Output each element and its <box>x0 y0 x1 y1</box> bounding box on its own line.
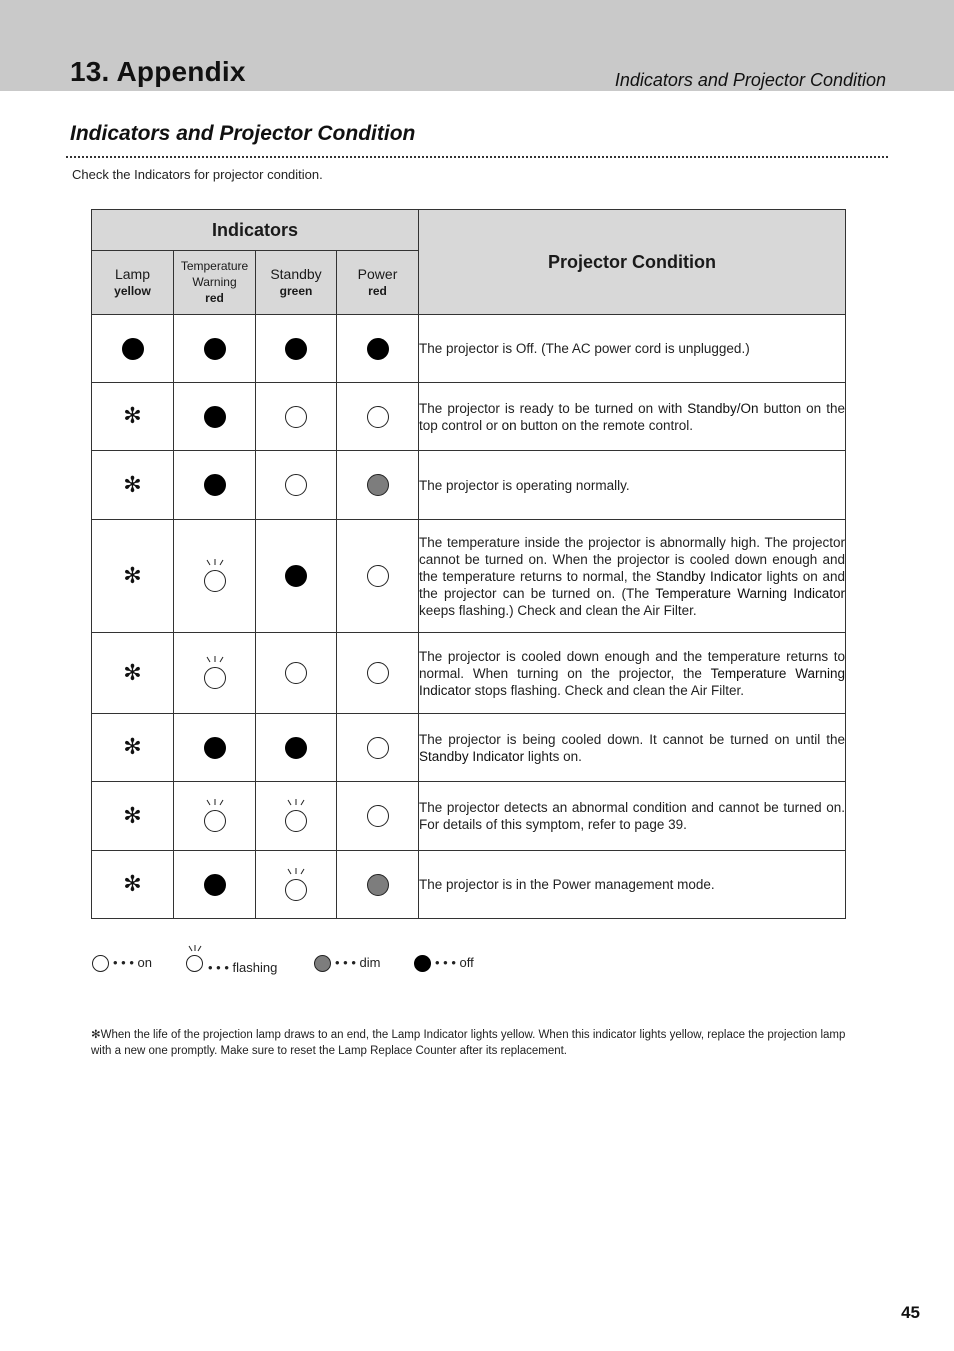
text-run: stops flashing. Check and clean the Air Filter. <box>470 682 744 698</box>
emphasis-text: Standby/On <box>687 400 759 416</box>
text-run: lights on and the projector can be turned on. (The <box>419 568 845 601</box>
table-row <box>92 451 846 520</box>
led-off-icon <box>285 338 307 360</box>
emphasis-text: Lamp Indicator <box>391 1029 468 1041</box>
legend-flashing-label: • • • flashing <box>208 960 278 976</box>
led-flashing-icon <box>186 945 204 973</box>
asterisk-icon: ✻ <box>123 872 142 897</box>
emphasis-text: Lamp Replace Counter <box>338 1045 457 1057</box>
emphasis-text: Standby Indicator <box>655 568 762 584</box>
indicator-cell <box>92 520 174 633</box>
led-off-icon <box>414 955 431 972</box>
legend-on-label: • • • on <box>113 955 152 970</box>
indicator-cell <box>92 851 174 919</box>
section-divider <box>66 156 888 158</box>
led-dim-icon <box>367 874 389 896</box>
indicator-cell <box>174 451 256 520</box>
indicator-cell <box>256 451 337 520</box>
led-on-icon <box>367 805 389 827</box>
text-run: after its replacement. <box>456 1045 567 1057</box>
emphasis-text: Temperature Warning Indicator <box>655 585 845 601</box>
section-title: Indicators and Projector Condition <box>70 122 416 145</box>
legend-dim <box>314 955 380 972</box>
asterisk-icon: ✻ <box>123 803 142 829</box>
indicator-cell <box>256 315 337 383</box>
led-flashing-icon <box>284 798 308 834</box>
asterisk-icon: ✻ <box>123 404 142 429</box>
table-row <box>92 633 846 714</box>
led-flashing-icon <box>203 655 227 691</box>
text-run: The projector is Off. (The AC power cord is unplugged.) <box>419 341 750 356</box>
text-run: The projector detects an abnormal condition and cannot be turned on. For details of this symptom, refer to page 39. <box>419 800 845 832</box>
condition-cell <box>419 451 846 520</box>
indicator-cell <box>337 451 419 520</box>
condition-cell <box>419 315 846 383</box>
led-dim-icon <box>314 955 331 972</box>
led-flashing-icon <box>203 558 227 594</box>
indicator-cell <box>256 633 337 714</box>
indicator-cell <box>256 782 337 851</box>
indicator-cell <box>256 851 337 919</box>
table-row <box>92 520 846 633</box>
led-off-icon <box>122 338 144 360</box>
lamp-footnote <box>91 1026 846 1059</box>
legend-on <box>92 955 152 972</box>
column-name: Standby <box>270 265 322 282</box>
table-row <box>92 851 846 919</box>
led-on-icon <box>367 406 389 428</box>
text-run: lights yellow. When this indicator lights yellow, replace the projection lamp with a new one promptly. Make sure to reset the <box>91 1029 846 1057</box>
text-run: The projector is operating normally. <box>419 477 630 493</box>
text-run: The projector is ready to be turned on with <box>419 400 688 416</box>
emphasis-text: Standby Indicator <box>419 748 525 764</box>
text-run: When the life of the projection lamp draws to an end, the <box>100 1029 392 1041</box>
page-number: 45 <box>901 1303 920 1322</box>
asterisk-icon: ✻ <box>123 660 142 686</box>
text-run: lights on. <box>524 748 582 764</box>
column-name: Temperature Warning <box>180 259 249 289</box>
column-header-temperature-warning <box>174 251 256 315</box>
indicator-cell <box>174 520 256 633</box>
led-off-icon <box>285 565 307 587</box>
condition-heading: Projector Condition <box>419 210 846 315</box>
column-header-power <box>337 251 419 315</box>
led-off-icon <box>204 338 226 360</box>
asterisk-icon: ✻ <box>91 1027 101 1041</box>
indicator-cell <box>92 714 174 782</box>
table-row <box>92 383 846 451</box>
indicator-cell <box>337 520 419 633</box>
indicator-cell <box>337 315 419 383</box>
legend-flashing <box>186 945 278 976</box>
column-name: Lamp <box>114 265 151 282</box>
indicator-cell <box>256 520 337 633</box>
text-run: button on the top control or <box>419 400 845 433</box>
legend-off-label: • • • off <box>435 955 474 970</box>
led-off-icon <box>285 737 307 759</box>
led-on-icon <box>285 474 307 496</box>
indicators-heading: Indicators <box>92 210 419 251</box>
indicator-cell <box>92 782 174 851</box>
header-subtitle: Indicators and Projector Condition <box>614 70 886 90</box>
column-color: green <box>279 283 313 298</box>
asterisk-icon: ✻ <box>123 735 142 760</box>
legend-off <box>414 955 474 972</box>
column-header-lamp <box>92 251 174 315</box>
text-run: keeps flashing.) Check and clean the Air Filter. <box>419 602 697 618</box>
indicator-cell <box>337 714 419 782</box>
table-row <box>92 782 846 851</box>
indicator-cell <box>337 851 419 919</box>
emphasis-text: Temperature Warning Indicator <box>419 665 845 698</box>
indicator-cell <box>92 451 174 520</box>
condition-cell <box>419 714 846 782</box>
led-on-icon <box>367 737 389 759</box>
indicator-cell <box>92 315 174 383</box>
led-flashing-icon <box>203 798 227 834</box>
intro-text: Check the Indicators for projector condition. <box>72 167 323 182</box>
led-on-icon <box>285 406 307 428</box>
indicator-table <box>91 209 846 919</box>
condition-cell <box>419 520 846 633</box>
condition-cell <box>419 383 846 451</box>
indicator-cell <box>92 633 174 714</box>
led-off-icon <box>204 737 226 759</box>
led-on-icon <box>367 565 389 587</box>
column-color: red <box>205 291 224 305</box>
indicator-cell <box>174 633 256 714</box>
indicator-cell <box>174 782 256 851</box>
led-flashing-icon <box>284 867 308 903</box>
indicator-cell <box>337 383 419 451</box>
asterisk-icon: ✻ <box>123 472 142 498</box>
led-off-icon <box>204 874 226 896</box>
indicator-cell <box>256 383 337 451</box>
column-header-standby <box>256 251 337 315</box>
text-run: The projector is cooled down enough and the temperature returns to normal. When turning on the projector, the <box>419 648 845 681</box>
led-off-icon <box>367 338 389 360</box>
indicator-cell <box>174 315 256 383</box>
indicator-cell <box>174 714 256 782</box>
column-name: Power <box>357 265 398 282</box>
led-on-icon <box>285 662 307 684</box>
indicator-cell <box>174 851 256 919</box>
column-color: red <box>368 283 387 298</box>
led-off-icon <box>204 474 226 496</box>
condition-cell <box>419 633 846 714</box>
indicator-cell <box>256 714 337 782</box>
table-row <box>92 714 846 782</box>
chapter-title: 13. Appendix <box>70 56 246 87</box>
text-run: The projector is in the Power management mode. <box>419 877 715 892</box>
led-on-icon <box>92 955 109 972</box>
condition-cell <box>419 851 846 919</box>
led-on-icon <box>367 662 389 684</box>
indicator-cell <box>174 383 256 451</box>
emphasis-text: on <box>501 417 517 433</box>
table-row <box>92 315 846 383</box>
text-run: The temperature inside the projector is abnormally high. The projector cannot be turned on. When the projector is cooled down enough and the temperature returns to normal, the <box>419 534 845 584</box>
led-dim-icon <box>367 474 389 496</box>
asterisk-icon: ✻ <box>123 563 142 589</box>
indicator-cell <box>337 782 419 851</box>
condition-cell <box>419 782 846 851</box>
column-color: yellow <box>114 283 151 298</box>
indicator-cell <box>337 633 419 714</box>
text-run: The projector is being cooled down. It cannot be turned on until the <box>419 731 845 747</box>
led-off-icon <box>204 406 226 428</box>
indicator-cell <box>92 383 174 451</box>
legend-dim-label: • • • dim <box>335 955 381 970</box>
text-run: button on the remote control. <box>516 417 693 433</box>
